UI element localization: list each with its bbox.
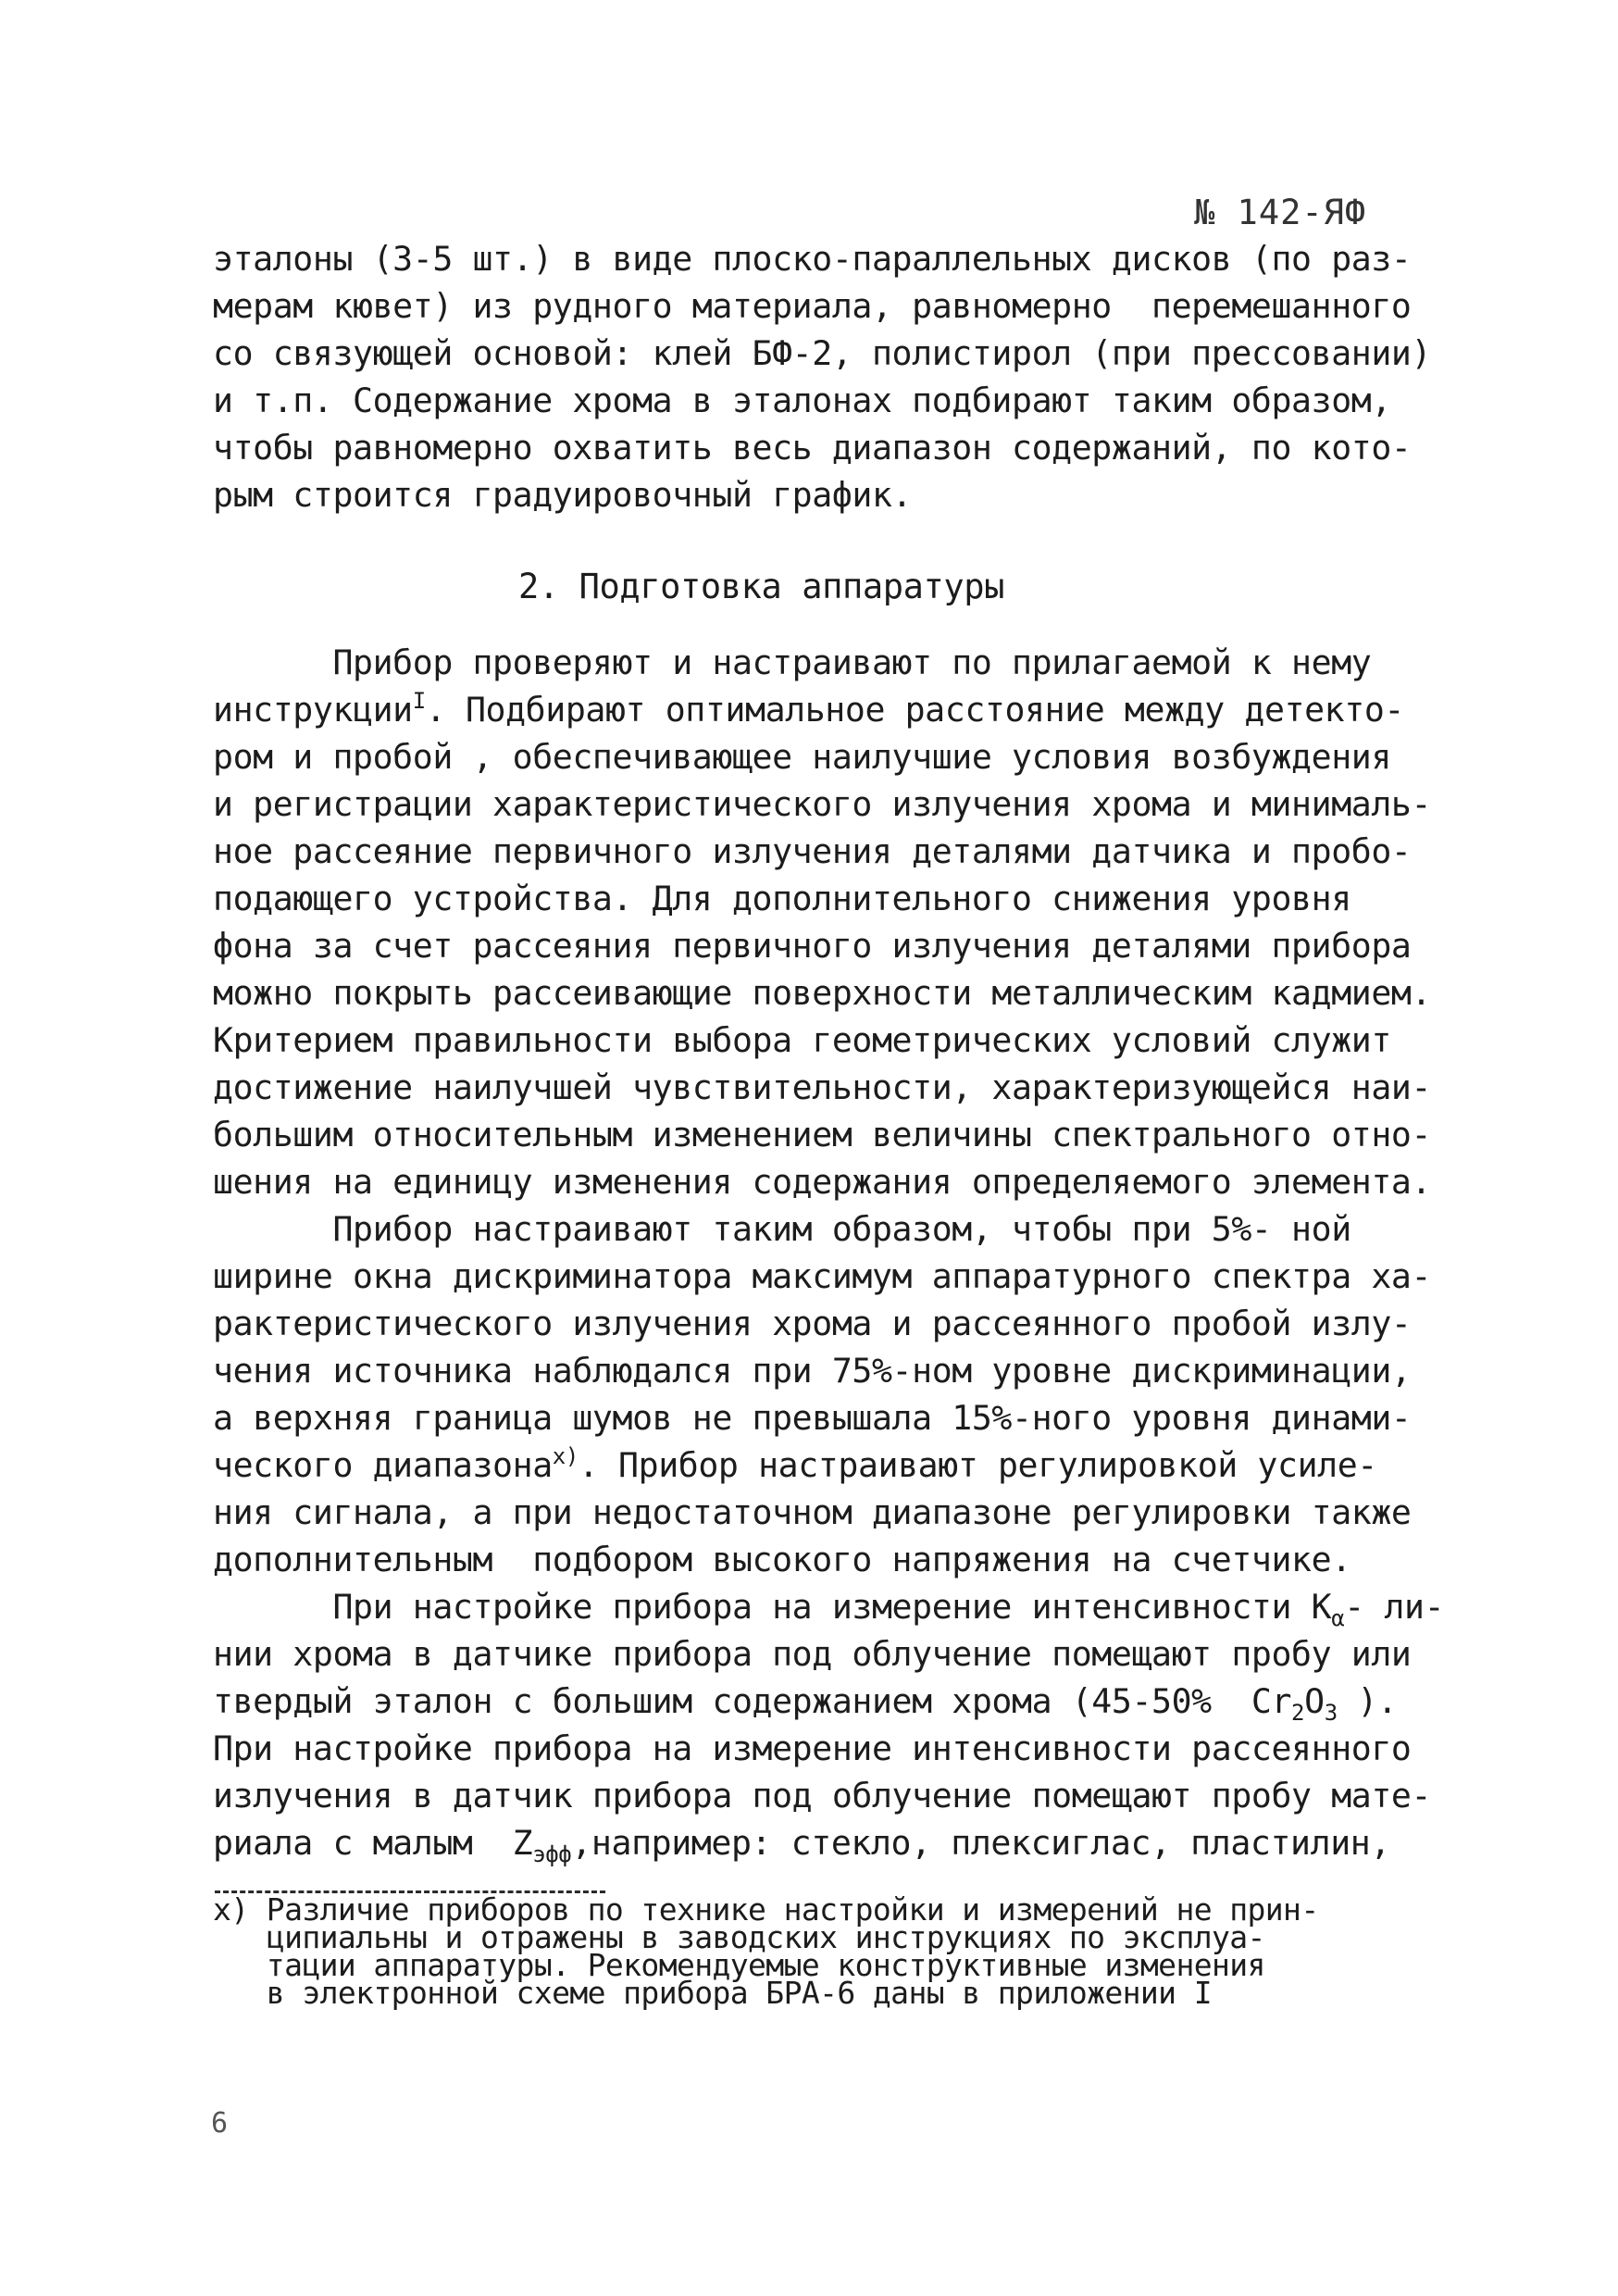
text-line: чения источника наблюдался при 75%-ном уровне дискриминации, [213,1351,1412,1391]
paragraph-tuning [213,1205,1444,1583]
subscript: эфф [532,1841,572,1867]
text-line: чтобы равномерно охватить весь диапазон содержаний, по кото- [213,428,1412,468]
text-line: большим относительным изменением величины спектрального отно- [213,1115,1432,1154]
footnote-line: в электронной схеме прибора БРА-6 даны в приложении I [213,1975,1212,2011]
text-line: шения на единицу изменения содержания определяемого элемента. [213,1162,1432,1202]
text-line: Прибор настраивают таким образом, чтобы при 5%- ной [213,1209,1351,1249]
text-line: Критерием правильности выбора геометрических условий служит [213,1020,1391,1060]
text-line: со связующей основой: клей БФ-2, полистирол (при прессовании) [213,333,1432,373]
subscript: α [1331,1605,1345,1631]
text-line: подающего устройства. Для дополнительного снижения уровня [213,879,1351,918]
intro-paragraph [213,235,1444,518]
text-segment: твердый эталон с большим содержанием хрома (45-50% Cr [213,1681,1292,1721]
text-line: достижение наилучшей чувствительности, характеризующейся наи- [213,1067,1432,1107]
text-line-with-footnote-ref [213,1441,1444,1489]
text-segment: инструкции [213,690,413,730]
text-segment: риала с малым Z [213,1823,533,1863]
text-line-with-subscript [213,1583,1444,1630]
text-segment: ,например: стекло, плексиглас, пластилин, [571,1823,1390,1863]
footnote-line: ципиальны и отражены в заводских инструкциях по эксплуа- [213,1919,1265,1955]
page-number: 6 [211,2107,229,2140]
text-line: можно покрыть рассеивающие поверхности металлическим кадмием. [213,973,1432,1013]
text-segment: При настройке прибора на измерение интенсивности K [213,1587,1332,1627]
text-line: ширине окна дискриминатора максимум аппаратурного спектра ха- [213,1256,1432,1296]
footnote-line: x) Различие приборов по технике настройки и измерений не прин- [213,1891,1319,1928]
text-line: и регистрации характеристического излучения хрома и минималь- [213,784,1432,824]
text-line: При настройке прибора на измерение интенсивности рассеянного [213,1728,1412,1768]
subscript: 2 [1291,1700,1305,1726]
footnote-line: тации аппаратуры. Рекомендуемые конструктивные изменения [213,1947,1265,1983]
text-segment: . Прибор настраивают регулировкой усиле- [578,1445,1377,1485]
superscript: I [412,688,426,714]
text-line: ром и пробой , обеспечивающее наилучшие условия возбуждения [213,737,1391,777]
footnote-marker: x) [552,1443,579,1469]
subscript: 3 [1324,1700,1338,1726]
text-line: дополнительным подбором высокого напряжения на счетчике. [213,1540,1351,1579]
text-line: ния сигнала, а при недостаточном диапазоне регулировки также [213,1492,1412,1532]
text-segment: - ли- [1344,1587,1445,1627]
text-line-with-subscript [213,1819,1444,1866]
text-line: а верхняя граница шумов не превышала 15%-ного уровня динами- [213,1398,1412,1438]
text-line-with-formula [213,1678,1444,1725]
text-line: нии хрома в датчике прибора под облучение помещают пробу или [213,1634,1412,1674]
text-line: мерам кювет) из рудного материала, равномерно перемешанного [213,286,1412,326]
section-heading: 2. Подготовка аппаратуры [518,567,1005,606]
text-line: рактеристического излучения хрома и рассеянного пробой излу- [213,1304,1412,1343]
document-number: № 142-ЯФ [1194,193,1367,232]
text-line: эталоны (3-5 шт.) в виде плоско-параллельных дисков (по раз- [213,239,1412,279]
text-line: рым строится градуировочный график. [213,475,913,515]
text-line: излучения в датчик прибора под облучение помещают пробу мате- [213,1776,1432,1816]
paragraph-measurement [213,1583,1444,1866]
text-segment: . Подбирают оптимальное расстояние между детекто- [425,690,1404,730]
text-line: и т.п. Содержание хрома в эталонах подбирают таким образом, [213,381,1391,420]
paragraph-apparatus-check [213,639,1444,1205]
text-line: Прибор проверяют и настраивают по прилагаемой к нему [213,643,1372,682]
text-segment: ). [1337,1681,1398,1721]
text-segment: ческого диапазона [213,1445,553,1485]
text-line: ное рассеяние первичного излучения деталями датчика и пробо- [213,831,1412,871]
footnote [213,1891,1472,2011]
text-line: фона за счет рассеяния первичного излучения деталями прибора [213,926,1412,966]
text-line-with-footnote-ref [213,686,1444,733]
text-segment: O [1304,1681,1325,1721]
